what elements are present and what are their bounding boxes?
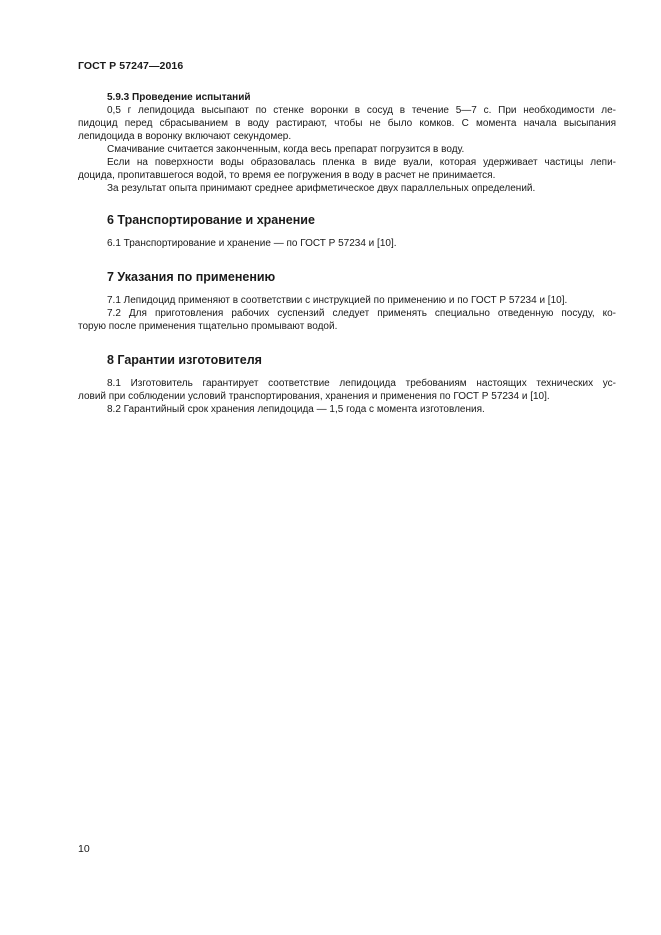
paragraph-7-1: 7.1 Лепидоцид применяют в соответствии с инструкцией по применению и по ГОСТ Р 57234 и [10]. [107,295,568,306]
subsection-title-5-9-3: 5.9.3 Проведение испытаний [107,92,251,103]
paragraph-8-1 [78,377,616,403]
text-line: Если на поверхности воды образовалась пленка в виде вуали, которая удерживает частицы лепи- [107,157,616,168]
text-line: торую после применения тщательно промывают водой. [78,321,338,332]
paragraph-8-2: 8.2 Гарантийный срок хранения лепидоцида — 1,5 года с момента изготовления. [107,404,485,415]
section-title-8: 8 Гарантии изготовителя [107,353,262,367]
document-body [78,91,616,416]
text-line: ловий при соблюдении условий транспортирования, хранения и применения по ГОСТ Р 57234 и [10]. [78,391,550,402]
paragraph-6-1: 6.1 Транспортирование и хранение — по ГОСТ Р 57234 и [10]. [107,238,397,249]
text-line: пидоцид перед сбрасыванием в воду растирают, чтобы не было комков. С момента начала высыпания [78,118,616,129]
text-line: 7.2 Для приготовления рабочих суспензий следует применять специально отведенную посуду, ко- [107,308,616,319]
paragraph-5-9-3-sample [78,104,616,143]
paragraph-7-2 [78,307,616,333]
document-header: ГОСТ Р 57247—2016 [78,60,184,72]
paragraph-film [78,156,616,182]
paragraph-wetting: Смачивание считается законченным, когда весь препарат погрузится в воду. [107,144,465,155]
text-line: доцида, пропитавшегося водой, то время ее погружения в воду в расчет не принимается. [78,170,496,181]
section-title-7: 7 Указания по применению [107,270,276,284]
text-line: 0,5 г лепидоцида высыпают по стенке воронки в сосуд в течение 5—7 с. При необходимости ле- [107,105,616,116]
text-line: 8.1 Изготовитель гарантирует соответствие лепидоцида требованиям настоящих технических ус- [107,378,616,389]
text-line: лепидоцида в воронку включают секундомер. [78,131,292,142]
page-number: 10 [78,843,90,855]
paragraph-result: За результат опыта принимают среднее арифметическое двух параллельных определений. [107,183,536,194]
section-title-6: 6 Транспортирование и хранение [107,213,315,227]
